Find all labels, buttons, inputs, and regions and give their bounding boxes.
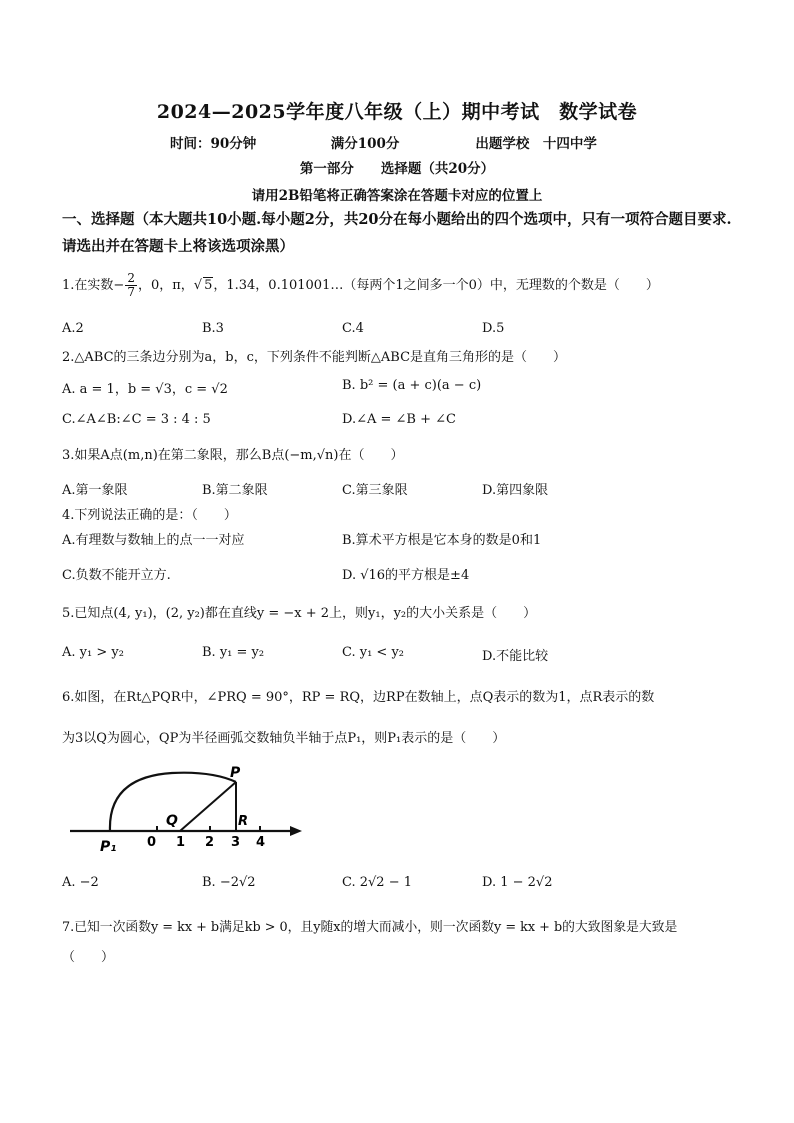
exam-meta: [170, 132, 597, 152]
question-6-line1: 6.如图，在Rt△PQR中，∠PRQ = 90°，RP = RQ，边RP在数轴上，点Q表示的数为1，点R表示的数: [62, 690, 655, 705]
exam-title: 2024—2025学年度八年级（上）期中考试 数学试卷: [156, 101, 638, 123]
q1-stem-a: 1.在实数: [62, 278, 114, 293]
number-line-figure: [62, 755, 312, 855]
tick-label-3: 3: [231, 835, 241, 850]
tick-label-0: 0: [147, 835, 157, 850]
instruction-text: 请用2B铅笔将正确答案涂在答题卡对应的位置上: [251, 188, 543, 204]
q3-option-a[interactable]: A.第一象限: [62, 483, 128, 498]
q1-option-d[interactable]: D.5: [482, 321, 505, 336]
q6-option-d[interactable]: D. 1 − 2√2: [482, 875, 553, 890]
question-7-line2: （ ）: [62, 950, 115, 965]
q5-option-a[interactable]: A. y₁ > y₂: [62, 645, 124, 660]
question-5-stem: 5.已知点(4, y₁)，(2, y₂)都在直线y = −x + 2上，则y₁，y₂的大小关系是（ ）: [62, 606, 537, 621]
q6-option-b[interactable]: B. −2√2: [202, 875, 256, 890]
label-p: P: [230, 765, 241, 781]
q1-option-b[interactable]: B.3: [202, 321, 224, 336]
q4-option-a[interactable]: A.有理数与数轴上的点一一对应: [62, 533, 245, 548]
q1-option-a[interactable]: A.2: [62, 321, 84, 336]
minus-sign: −: [113, 278, 125, 293]
tick-label-4: 4: [256, 835, 266, 850]
q2-option-d[interactable]: D.∠A = ∠B + ∠C: [342, 412, 456, 427]
question-4-stem: 4.下列说法正确的是：（ ）: [62, 508, 237, 523]
section-heading: 一、选择题（本大题共10小题.每小题2分，共20分在每小题给出的四个选项中，只有一项符合题目要求.请选出并在答题卡上将该选项涂黑）: [62, 211, 732, 255]
q2-option-c[interactable]: C.∠A∠B:∠C = 3 : 4 : 5: [62, 412, 211, 427]
label-q: Q: [166, 813, 178, 829]
question-6-line2: 为3以Q为圆心，QP为半径画弧交数轴负半轴于点P₁，则P₁表示的是（ ）: [62, 731, 506, 746]
q4-option-d[interactable]: D. √16的平方根是±4: [342, 568, 470, 583]
fraction-denominator: 7: [127, 285, 135, 299]
question-7-line1: 7.已知一次函数y = kx + b满足kb > 0，且y随x的增大而减小，则一次函数y = kx + b的大致图象是大致是: [62, 920, 678, 935]
label-p1: P₁: [100, 839, 117, 855]
q1-option-c[interactable]: C.4: [342, 321, 364, 336]
q5-option-d[interactable]: D.不能比较: [482, 649, 549, 664]
time-label: 时间：90分钟: [170, 136, 257, 152]
question-3-stem: 3.如果A点(m,n)在第二象限，那么B点(−m,√n)在（ ）: [62, 448, 404, 463]
q4-option-c[interactable]: C.负数不能开立方.: [62, 568, 171, 583]
q2-option-b[interactable]: B. b² = (a + c)(a − c): [342, 378, 482, 393]
q3-option-d[interactable]: D.第四象限: [482, 483, 549, 498]
fraction: [125, 272, 137, 299]
q6-option-c[interactable]: C. 2√2 − 1: [342, 875, 413, 890]
question-1-stem: [62, 272, 659, 299]
segment-qp: [180, 782, 236, 831]
q4-option-b[interactable]: B.算术平方根是它本身的数是0和1: [342, 533, 542, 548]
q6-option-a[interactable]: A. −2: [62, 875, 99, 890]
q5-option-b[interactable]: B. y₁ = y₂: [202, 645, 265, 660]
q1-stem-b: ，0，π，: [137, 278, 194, 293]
q1-stem-c: ，1.34，0.101001…（每两个1之间多一个0）中，无理数的个数是（ ）: [213, 278, 659, 293]
fraction-numerator: 2: [127, 271, 135, 285]
score-label: 满分100分: [330, 136, 400, 152]
part-label: 第一部分 选择题（共20分）: [299, 161, 495, 177]
q2-option-a[interactable]: A. a = 1，b = √3，c = √2: [62, 382, 228, 397]
tick-label-2: 2: [205, 835, 215, 850]
q5-option-c[interactable]: C. y₁ < y₂: [342, 645, 405, 660]
q3-option-c[interactable]: C.第三象限: [342, 483, 408, 498]
tick-label-1: 1: [176, 835, 186, 850]
q3-option-b[interactable]: B.第二象限: [202, 483, 268, 498]
question-2-stem: 2.△ABC的三条边分别为a，b，c，下列条件不能判断△ABC是直角三角形的是（ ）: [62, 350, 567, 365]
sqrt-radicand: 5: [204, 278, 213, 293]
label-r: R: [238, 814, 249, 829]
school-label: 出题学校 十四中学: [475, 136, 597, 152]
sqrt-symbol: [194, 278, 202, 293]
axis-arrow-icon: [290, 826, 302, 836]
